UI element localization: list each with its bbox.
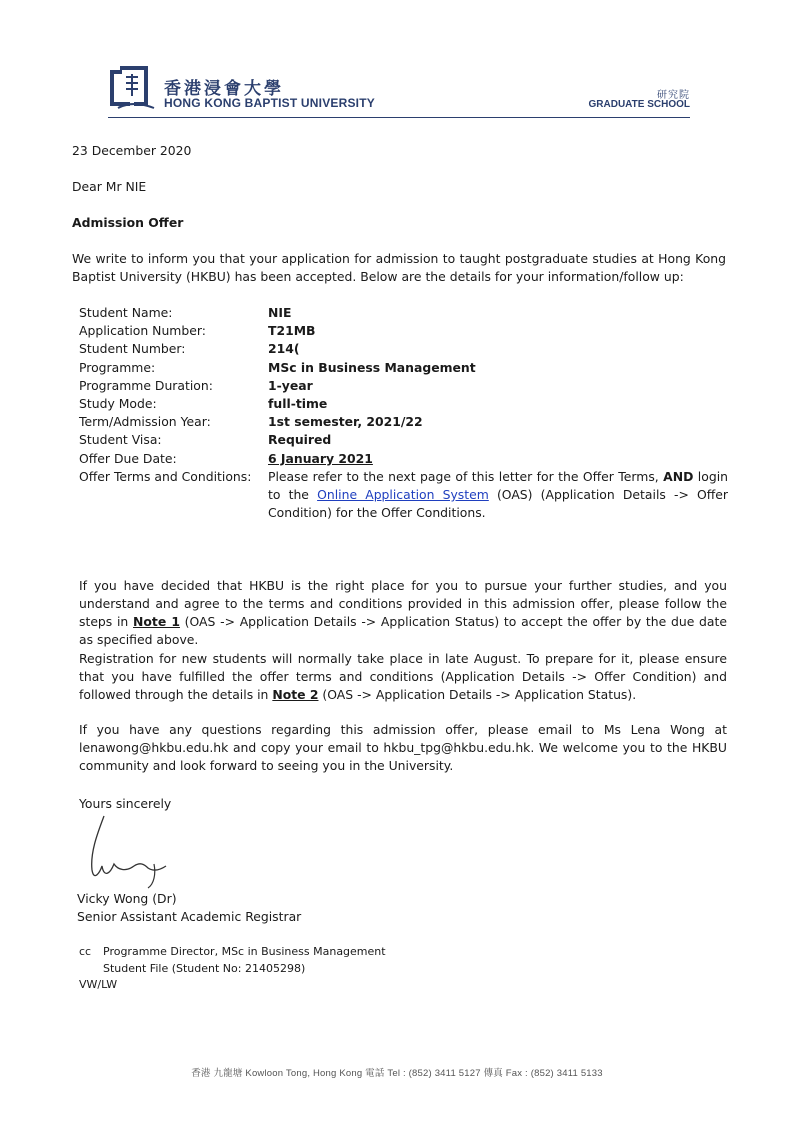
contact-paragraph: If you have any questions regarding this admission offer, please email to Ms Lena Wong at lenawong@hkbu.edu.hk and copy your email to hkbu_tpg@hkbu.edu.hk. We welcome you to the HKBU community and look forward to seeing you in the University. (79, 722, 727, 773)
hkbu-logo-icon (108, 62, 158, 112)
terms-text: Please refer to the next page of this letter for the Offer Terms, (268, 468, 664, 484)
online-application-system-link[interactable]: Online Application System (317, 487, 489, 503)
header-divider (108, 117, 690, 118)
graduate-school-english: GRADUATE SCHOOL (588, 99, 690, 110)
reference-initials: VW/LW (79, 978, 118, 991)
terms-text: login to the (268, 468, 728, 503)
university-name-english: HONG KONG BAPTIST UNIVERSITY (164, 96, 375, 110)
intro-paragraph: We write to inform you that your application for admission to taught postgraduate studies at Hong Kong Baptist University (HKBU) has been accepted. Below are the details for your information/follow up: (72, 251, 726, 284)
detail-label: Programme Duration: (79, 377, 213, 393)
note-1-reference: Note 1 (133, 614, 180, 629)
detail-value: 1st semester, 2021/22 (268, 414, 423, 430)
admission-details-table (79, 304, 728, 522)
detail-value: Required (268, 432, 332, 448)
cc-line-student-file: Student File (Student No: 21405298) (103, 962, 306, 975)
signer-title: Senior Assistant Academic Registrar (77, 909, 302, 924)
detail-row (79, 377, 728, 395)
salutation: Dear Mr NIE (72, 179, 147, 194)
acceptance-paragraph (79, 577, 727, 649)
detail-label: Study Mode: (79, 396, 157, 412)
cc-label: cc (79, 945, 92, 958)
detail-label: Student Name: (79, 305, 173, 320)
letter-subject: Admission Offer (72, 215, 184, 230)
detail-row (79, 395, 728, 413)
detail-row (79, 304, 728, 322)
detail-value: T21MB (268, 323, 316, 339)
signer-name: Vicky Wong (Dr) (77, 891, 177, 906)
detail-label: Offer Due Date: (79, 450, 177, 466)
registration-paragraph (79, 650, 727, 704)
note-2-reference: Note 2 (272, 687, 319, 702)
detail-label: Programme: (79, 359, 156, 375)
terms-and-emphasis: AND (663, 468, 694, 484)
detail-value: 1-year (268, 377, 313, 393)
graduate-school-chinese: 研究院 (657, 90, 690, 101)
offer-due-date-value: 6 January 2021 (268, 450, 373, 466)
detail-label: Application Number: (79, 323, 206, 339)
detail-value: full-time (268, 396, 328, 412)
detail-row (79, 322, 728, 340)
letter-date: 23 December 2020 (72, 143, 192, 158)
footer-contact: 香港 九龍塘 Kowloon Tong, Hong Kong 電話 Tel : (852) 3411 5127 傳真 Fax : (852) 3411 5133 (191, 1068, 603, 1079)
detail-row (79, 468, 728, 523)
cc-line-programme-director: Programme Director, MSc in Business Management (103, 945, 386, 958)
detail-label: Student Visa: (79, 432, 162, 448)
paragraph-text: Registration for new students will normally take place in late August. To prepare for it, please ensure that you have fulfilled the offer terms and conditions (Application Details -> Offer Condition) and followed through the details in (79, 651, 727, 702)
detail-row (79, 359, 728, 377)
signature-image (84, 812, 174, 892)
detail-row (79, 431, 728, 449)
closing: Yours sincerely (79, 796, 172, 811)
offer-terms-value (268, 468, 728, 523)
detail-value: MSc in Business Management (268, 359, 476, 375)
paragraph-text: (OAS -> Application Details -> Application Status) to accept the offer by the due date as specified above. (79, 614, 727, 647)
detail-row (79, 340, 728, 358)
detail-value: NIE (268, 305, 292, 320)
university-name-chinese: 香港浸會大學 (164, 79, 284, 99)
detail-row (79, 450, 728, 468)
detail-label: Offer Terms and Conditions: (79, 468, 252, 484)
detail-label: Term/Admission Year: (79, 414, 211, 430)
terms-text: (OAS) (Application Details -> Offer Condition) for the Offer Conditions. (268, 487, 729, 521)
detail-label: Student Number: (79, 341, 186, 357)
detail-row (79, 413, 728, 431)
paragraph-text: If you have decided that HKBU is the right place for you to pursue your further studies, and you understand and agree to the terms and conditions provided in this admission offer, please follow the steps in (79, 578, 727, 629)
paragraph-text: (OAS -> Application Details -> Application Status). (318, 687, 637, 702)
detail-value: 214( (268, 341, 300, 357)
